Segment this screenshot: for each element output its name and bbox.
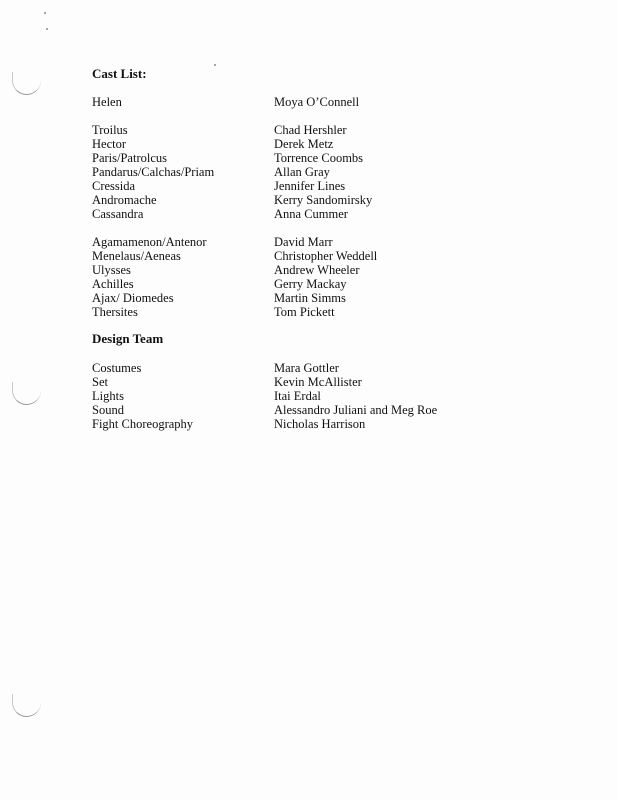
- cast-roles-group-2: [92, 123, 214, 221]
- cast-role: Troilus: [92, 123, 128, 137]
- cast-actor: Martin Simms: [274, 291, 346, 305]
- design-name: Mara Gottler: [274, 361, 339, 375]
- cast-role: Hector: [92, 137, 127, 151]
- design-roles: [92, 361, 193, 431]
- cast-actor: Kerry Sandomirsky: [274, 193, 373, 207]
- cast-actors-group-3: [274, 235, 377, 319]
- cast-roles-group-3: [92, 235, 207, 319]
- cast-actor: David Marr: [274, 235, 333, 249]
- design-names: [274, 361, 437, 431]
- cast-actor: Andrew Wheeler: [274, 263, 360, 277]
- scan-speck: [44, 12, 46, 14]
- cast-actor: Gerry Mackay: [274, 277, 347, 291]
- cast-role: Thersites: [92, 305, 138, 319]
- cast-actor: Christopher Weddell: [274, 249, 378, 263]
- design-name: Itai Erdal: [274, 389, 321, 403]
- cast-role: Cassandra: [92, 207, 144, 221]
- cast-role: Agamamenon/Antenor: [92, 235, 207, 249]
- cast-actor: Allan Gray: [274, 165, 330, 179]
- cast-role: Andromache: [92, 193, 157, 207]
- cast-actor: Chad Hershler: [274, 123, 347, 137]
- design-team-heading: Design Team: [92, 331, 164, 346]
- design-role: Lights: [92, 389, 124, 403]
- cast-actor: Derek Metz: [274, 137, 334, 151]
- punch-hole-bottom-icon: [12, 694, 41, 717]
- cast-actor: Anna Cummer: [274, 207, 348, 221]
- design-role: Sound: [92, 403, 124, 417]
- cast-role: Menelaus/Aeneas: [92, 249, 181, 263]
- cast-role: Ajax/ Diomedes: [92, 291, 174, 305]
- cast-actor: Torrence Coombs: [274, 151, 364, 165]
- cast-role: Cressida: [92, 179, 136, 193]
- cast-actors-group-1: [274, 95, 359, 109]
- cast-actor: Tom Pickett: [274, 305, 335, 319]
- design-name: Nicholas Harrison: [274, 417, 366, 431]
- punch-hole-top-icon: [12, 72, 41, 95]
- cast-roles-group-1: [92, 95, 122, 109]
- design-role: Costumes: [92, 361, 142, 375]
- design-name: Alessandro Juliani and Meg Roe: [274, 403, 438, 417]
- cast-list-heading: Cast List:: [92, 66, 147, 81]
- cast-role: Achilles: [92, 277, 134, 291]
- cast-role: Helen: [92, 95, 122, 109]
- design-role: Fight Choreography: [92, 417, 194, 431]
- design-role: Set: [92, 375, 108, 389]
- design-name: Kevin McAllister: [274, 375, 362, 389]
- cast-role: Paris/Patrolcus: [92, 151, 167, 165]
- cast-actor: Jennifer Lines: [274, 179, 346, 193]
- scan-speck: [46, 28, 48, 30]
- cast-role: Pandarus/Calchas/Priam: [92, 165, 215, 179]
- cast-actors-group-2: [274, 123, 372, 221]
- cast-role: Ulysses: [92, 263, 131, 277]
- scan-speck: [214, 64, 216, 66]
- punch-hole-middle-icon: [12, 382, 41, 405]
- cast-actor: Moya O’Connell: [274, 95, 360, 109]
